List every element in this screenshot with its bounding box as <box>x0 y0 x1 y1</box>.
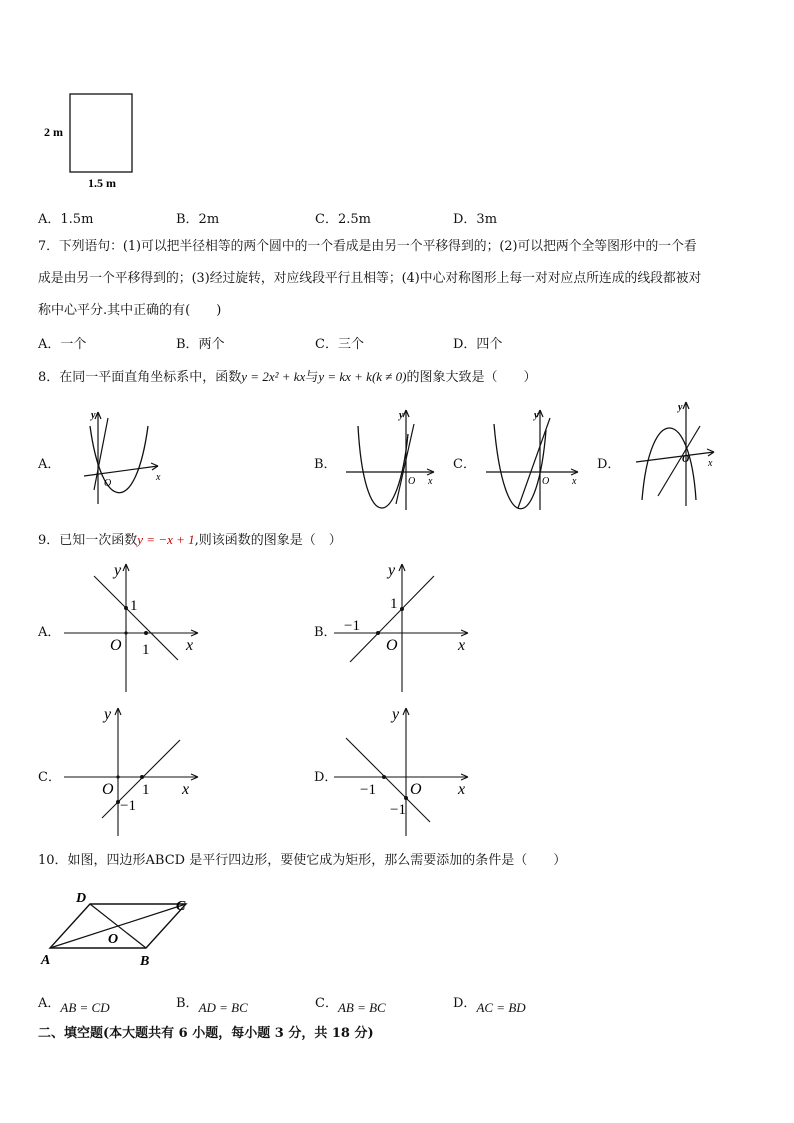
q9-label-c: C． <box>38 770 61 785</box>
svg-text:O: O <box>108 932 119 947</box>
q7-line-2: 成是由另一个平移得到的；(3)经过旋转，对应线段平行且相等；(4)中心对称图形上每一对对应点所连成的线段都被对 <box>38 271 702 286</box>
q10-option-d: D．AC = BD <box>453 996 526 1015</box>
rectangle-width-label: 1.5 m <box>88 176 116 190</box>
q10-option-a: A．AB = CD <box>38 996 110 1015</box>
q10-option-b: B．AD = BC <box>176 996 248 1015</box>
q9-graph-c <box>60 702 206 840</box>
q8-function-1: y = 2x² + kx <box>241 369 306 384</box>
q8-label-a: A． <box>38 457 61 472</box>
q8-mid: 与 <box>305 370 319 385</box>
q8-graph-b <box>340 404 440 514</box>
svg-text:y: y <box>392 706 400 723</box>
svg-text:y: y <box>104 706 112 723</box>
svg-text:−1: −1 <box>344 618 360 634</box>
svg-text:x: x <box>572 476 577 487</box>
q9-formula: y = −x + 1 <box>137 532 195 547</box>
svg-text:O: O <box>110 637 122 654</box>
q8-graph-c <box>482 404 582 514</box>
q9-graph-d <box>330 702 476 840</box>
q9-prefix: 9．已知一次函数 <box>38 533 138 548</box>
svg-text:y: y <box>114 562 122 579</box>
svg-text:1: 1 <box>130 598 138 614</box>
svg-text:O: O <box>542 476 550 487</box>
svg-text:−1: −1 <box>120 798 136 814</box>
q9-question <box>38 531 342 550</box>
svg-text:1: 1 <box>142 782 150 798</box>
svg-text:x: x <box>156 472 161 483</box>
q6-option-a: A．1.5m <box>38 212 94 227</box>
q9-label-d: D． <box>314 770 338 785</box>
q6-option-d: D．3m <box>453 212 498 227</box>
q7-line-3: 称中心平分.其中正确的有( ) <box>38 303 222 318</box>
q9-suffix: ,则该函数的图象是（ ） <box>194 533 342 548</box>
rectangle-figure <box>38 88 148 196</box>
svg-text:y: y <box>534 410 539 421</box>
q9-graph-b <box>330 558 476 696</box>
svg-text:x: x <box>186 637 194 654</box>
svg-text:1: 1 <box>142 642 150 658</box>
svg-text:A: A <box>41 953 51 968</box>
svg-text:x: x <box>182 781 190 798</box>
svg-text:y: y <box>678 402 683 413</box>
q8-label-d: D． <box>597 457 621 472</box>
q8-question <box>38 368 537 387</box>
svg-text:x: x <box>708 458 713 469</box>
rectangle-height-label: 2 m <box>44 125 63 139</box>
q8-function-2: y = kx + k(k ≠ 0) <box>318 369 407 384</box>
svg-text:y: y <box>91 410 96 421</box>
svg-text:−1: −1 <box>360 782 376 798</box>
q8-graph-a <box>76 404 166 508</box>
q7-option-a: A．一个 <box>38 337 87 352</box>
svg-text:O: O <box>102 781 114 798</box>
svg-text:C: C <box>176 899 186 914</box>
svg-text:O: O <box>682 454 690 465</box>
q9-graph-a <box>60 558 206 696</box>
q8-suffix: 的图象大致是（ ） <box>406 370 537 385</box>
q10-option-c: C．AB = BC <box>315 996 386 1015</box>
q9-label-a: A． <box>38 625 61 640</box>
q10-option-d-value: AC = BD <box>476 1000 526 1015</box>
q7-option-b: B．两个 <box>176 337 225 352</box>
svg-text:O: O <box>410 781 422 798</box>
svg-text:O: O <box>386 637 398 654</box>
svg-text:x: x <box>428 476 433 487</box>
q8-label-c: C． <box>453 457 476 472</box>
svg-text:y: y <box>388 562 396 579</box>
svg-text:O: O <box>104 478 112 489</box>
q7-option-c: C．三个 <box>315 337 364 352</box>
q10-question: 10．如图，四边形ABCD 是平行四边形，要使它成为矩形，那么需要添加的条件是（ ） <box>38 853 567 868</box>
q8-label-b: B． <box>314 457 337 472</box>
q10-option-b-value: AD = BC <box>198 1000 248 1015</box>
svg-text:x: x <box>458 781 466 798</box>
q10-option-c-value: AB = BC <box>337 1000 386 1015</box>
svg-text:1: 1 <box>390 596 398 612</box>
section-2-heading: 二、填空题(本大题共有 6 小题，每小题 3 分，共 18 分) <box>38 1026 374 1041</box>
svg-text:O: O <box>408 476 416 487</box>
svg-text:B: B <box>140 954 150 969</box>
q6-option-b: B．2m <box>176 212 220 227</box>
svg-text:y: y <box>399 410 404 421</box>
q7-line-1: 7．下列语句：(1)可以把半径相等的两个圆中的一个看成是由另一个平移得到的；(2)可以把两个全等图形中的一个看 <box>38 239 697 254</box>
parallelogram-figure <box>38 888 198 970</box>
svg-text:−1: −1 <box>390 802 406 818</box>
q7-option-d: D．四个 <box>453 337 503 352</box>
svg-text:x: x <box>458 637 466 654</box>
q8-prefix: 8．在同一平面直角坐标系中，函数 <box>38 370 242 385</box>
q6-option-c: C．2.5m <box>315 212 371 227</box>
q10-option-a-value: AB = CD <box>60 1000 110 1015</box>
svg-text:D: D <box>76 891 87 906</box>
q8-graph-d <box>630 396 740 510</box>
q9-label-b: B． <box>314 625 337 640</box>
